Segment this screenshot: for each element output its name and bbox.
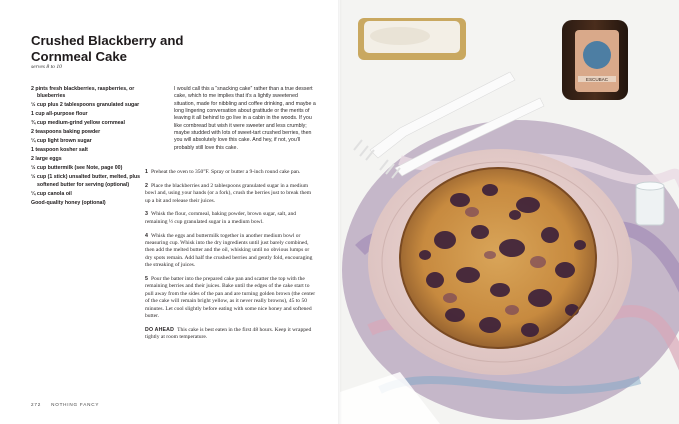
step-text: Pour the batter into the prepared cake pan and scatter the top with the remaining berries and their juices. Bake until the edges of the cake start to pull away from the sides of the pan and are turning golden brown (the center of the cake will remain bright yellow, as it never really browns), 45 to 50 minutes. Let cool slightly before eating with some nice honey and softened butter. xyxy=(145,276,316,320)
running-title: NOTHING FANCY xyxy=(51,402,100,407)
do-ahead-label: DO AHEAD xyxy=(145,326,175,333)
baking-dish xyxy=(358,18,466,60)
method-steps xyxy=(145,169,317,348)
recipe-intro: I would call this a “snacking cake” rather than a true dessert cake, which to me implies that it’s a lightly sweetened situation, made for nibbling and coffee drinking, and maybe a long lingering conversation about gratitude or the merits of leaving it all behind to go live in a cabin in the woods. If you like cornbread but wish it were sweeter and less crumbly; maybe studded with lots of sweet-tart crushed berries, then you will absolutely love this cake. And hey, if not, you’ll probably still love this cake. xyxy=(174,86,316,151)
step-number: 5 xyxy=(145,276,148,283)
book-gutter xyxy=(338,0,342,424)
blackberry-cake xyxy=(400,168,596,348)
page-footer xyxy=(31,402,99,407)
method-step xyxy=(145,233,317,270)
ingredient-item: 2 teaspoons baking powder xyxy=(31,129,101,136)
step-text: Whisk the flour, cornmeal, baking powder, brown sugar, salt, and remaining ½ cup granulated sugar in a medium bowl. xyxy=(145,211,297,225)
ingredient-item: ½ cup (1 stick) unsalted butter, melted, plus softened butter for serving (optional) xyxy=(31,174,141,188)
ingredient-item: ½ cup buttermilk (see Note, page 00) xyxy=(31,165,123,172)
liqueur-bottle xyxy=(562,20,628,100)
step-text: Preheat the oven to 350°F. Spray or butter a 9-inch round cake pan. xyxy=(150,169,301,175)
serves-note: serves 8 to 10 xyxy=(31,64,62,70)
ingredient-item: ½ cup plus 2 tablespoons granulated sugar xyxy=(31,102,140,109)
step-text: Whisk the eggs and buttermilk together in another medium bowl or measuring cup. Whisk into the dry ingredients until just barely combined, then add the melted butter and the oil, whisking until no obvious lumps or dry spots remain. Add half the crushed berries and gently fold, encouraging the streaking of juices. xyxy=(145,232,313,269)
cake-photo xyxy=(340,0,679,424)
step-text: Place the blackberries and 2 tablespoons granulated sugar in a medium bowl and, using your hands (or a fork), crush the berries just to break them up a bit and release their juices. xyxy=(145,182,312,204)
method-step xyxy=(145,211,317,226)
method-step xyxy=(145,169,317,176)
ingredient-item: ¾ cup medium-grind yellow cornmeal xyxy=(31,120,125,127)
ingredient-item: 1 cup all-purpose flour xyxy=(31,111,88,118)
page-number: 272 xyxy=(31,402,42,407)
bottle-label: ESCUBAC xyxy=(585,77,609,82)
ingredient-item: 2 large eggs xyxy=(31,156,62,163)
right-page xyxy=(340,0,679,424)
recipe-title: Crushed Blackberry and Cornmeal Cake xyxy=(31,33,184,64)
ingredient-item: ¼ cup canola oil xyxy=(31,190,72,197)
step-number: 3 xyxy=(145,211,148,218)
do-ahead-text: This cake is best eaten in the first 48 hours. Keep it wrapped tightly at room temperature. xyxy=(145,326,312,341)
method-step xyxy=(145,183,317,205)
step-number: 2 xyxy=(145,182,148,189)
ingredient-item: 2 pints fresh blackberries, raspberries, or blueberries xyxy=(31,86,135,100)
method-step xyxy=(145,276,317,320)
ingredient-list xyxy=(31,86,143,209)
small-glass xyxy=(636,182,664,225)
step-number: 4 xyxy=(145,232,148,239)
step-number: 1 xyxy=(145,169,148,175)
do-ahead-note xyxy=(145,327,317,342)
ingredient-item: 1 teaspoon kosher salt xyxy=(31,147,88,154)
ingredient-item: ¼ cup light brown sugar xyxy=(31,138,92,145)
ingredient-item: Good-quality honey (optional) xyxy=(31,199,106,206)
